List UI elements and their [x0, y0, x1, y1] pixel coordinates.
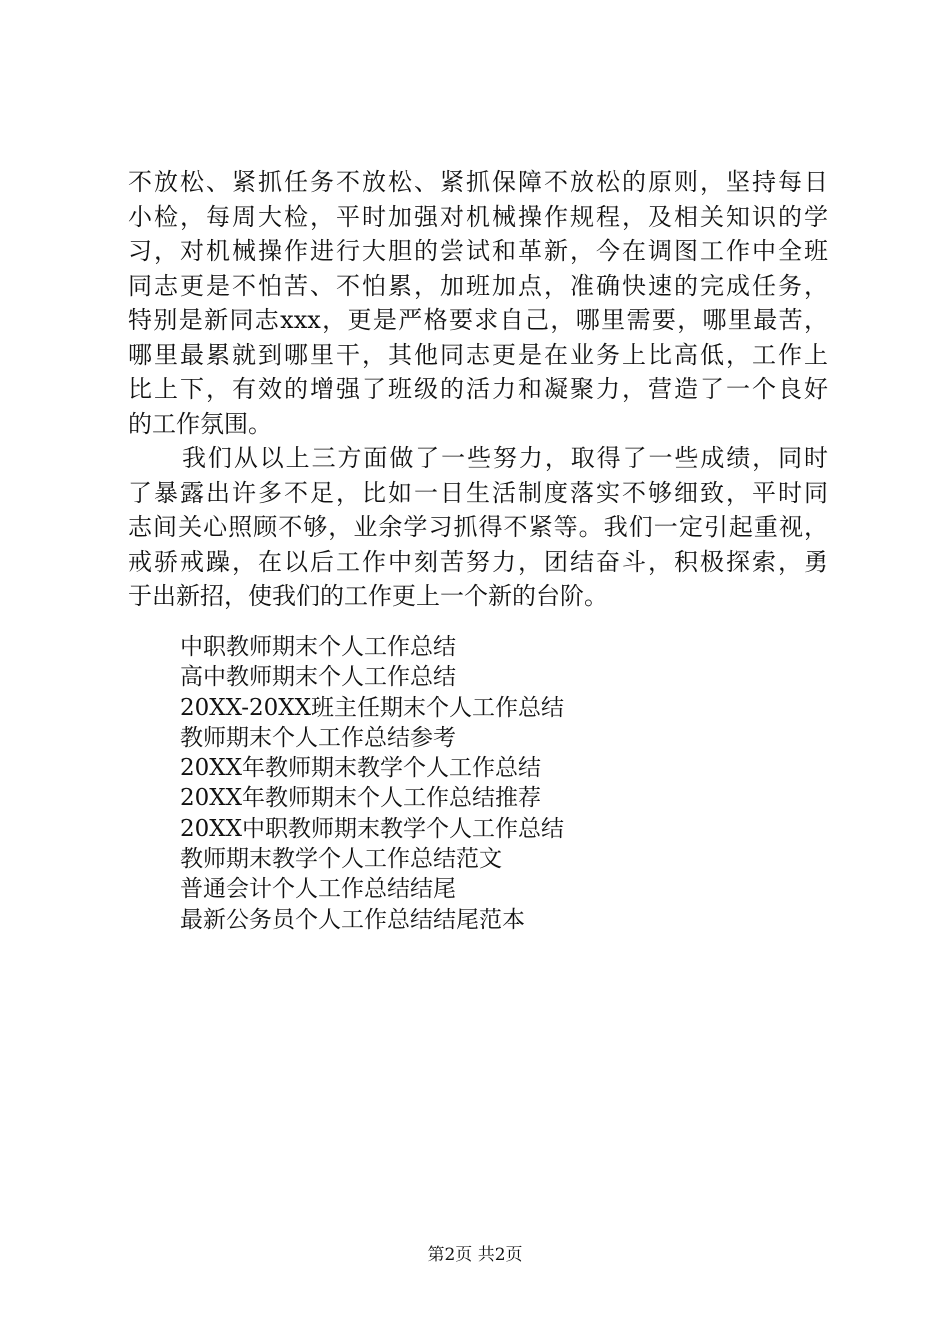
related-article-link[interactable]: 教师期末教学个人工作总结范文 [180, 846, 502, 873]
related-article-link[interactable]: 最新公务员个人工作总结结尾范本 [180, 906, 525, 933]
related-article-link[interactable]: 20XX年教师期末个人工作总结推荐 [180, 785, 542, 812]
paragraph-1-line: 同志更是不怕苦、不怕累，加班加点，准确快速的完成任务， [128, 271, 828, 300]
related-article-link[interactable]: 普通会计个人工作总结结尾 [180, 876, 456, 903]
paragraph-2-line: 于出新招，使我们的工作更上一个新的台阶。 [128, 582, 608, 610]
paragraph-1-line: 不放松、紧抓任务不放松、紧抓保障不放松的原则，坚持每日 [128, 168, 828, 196]
paragraph-1-line: 的工作氛围。 [128, 409, 272, 438]
related-article-link[interactable]: 20XX中职教师期末教学个人工作总结 [180, 815, 565, 842]
related-article-link[interactable]: 中职教师期末个人工作总结 [180, 634, 456, 660]
paragraph-1-line: 比上下，有效的增强了班级的活力和凝聚力，营造了一个良好 [128, 375, 828, 403]
related-article-link[interactable]: 20XX年教师期末教学个人工作总结 [180, 755, 542, 782]
paragraph-2-line: 我们从以上三方面做了一些努力，取得了一些成绩，同时 [182, 444, 828, 472]
related-article-link[interactable]: 教师期末个人工作总结参考 [180, 724, 456, 751]
paragraph-1-line: 习，对机械操作进行大胆的尝试和革新，今在调图工作中全班 [128, 237, 828, 265]
body-text [128, 165, 828, 614]
paragraph-2-line: 戒骄戒躁，在以后工作中刻苦努力，团结奋斗，积极探索，勇 [128, 547, 828, 576]
paragraph-2-line: 了暴露出许多不足，比如一日生活制度落实不够细致，平时同 [128, 478, 828, 507]
related-article-link[interactable]: 高中教师期末个人工作总结 [180, 664, 456, 691]
related-articles-list [180, 632, 780, 935]
related-article-link[interactable]: 20XX-20XX班主任期末个人工作总结 [180, 694, 564, 721]
paragraph-1-line: 特别是新同志xxx，更是严格要求自己，哪里需要，哪里最苦， [128, 306, 828, 334]
paragraph-1-line: 哪里最累就到哪里干，其他同志更是在业务上比高低，工作上 [128, 340, 828, 369]
paragraph-2-line: 志间关心照顾不够，业余学习抓得不紧等。我们一定引起重视， [128, 513, 828, 541]
page-number-footer: 第2页 共2页 [427, 1245, 523, 1265]
paragraph-1-line: 小检，每周大检，平时加强对机械操作规程，及相关知识的学 [128, 202, 828, 231]
